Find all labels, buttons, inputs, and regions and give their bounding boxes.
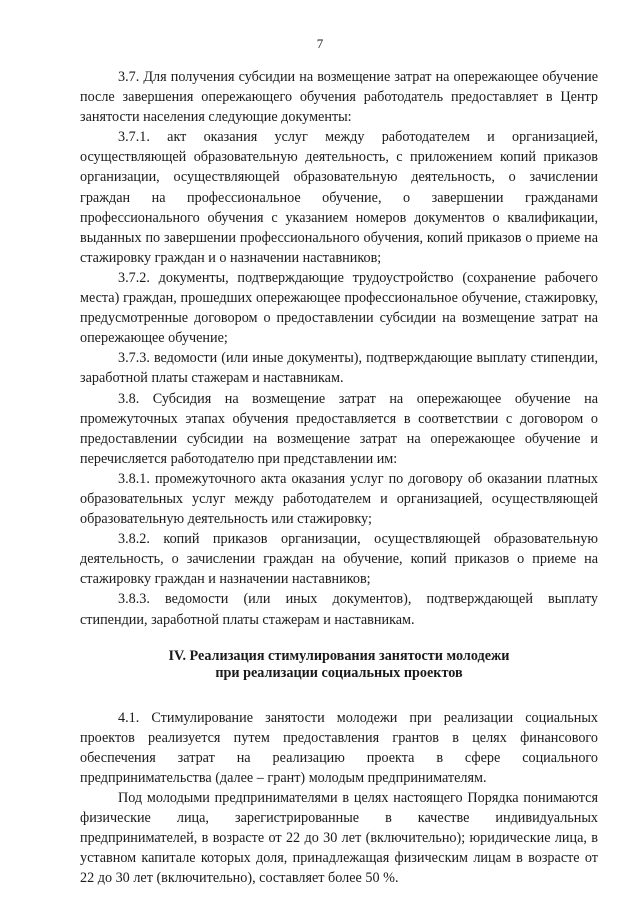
paragraph-3-7-3: 3.7.3. ведомости (или иные документы), подтверждающие выплату стипендии, заработной платы стажерам и наставникам.	[80, 350, 598, 387]
section-heading-line-1: IV. Реализация стимулирования занятости молодежи	[168, 647, 510, 664]
page-number: 7	[316, 36, 324, 51]
paragraph-young-entrepreneurs: Под молодыми предпринимателями в целях настоящего Порядка понимаются физические лица, зарегистрированные в качестве индивидуальных предпринимателей, в возрасте от 22 до 30 лет (включительно); юридические лица, в уставном капитале которых доля, принадлежащая физическим лицам в возрасте от 22 до 30 лет (включительно), составляет более 50 %.	[80, 790, 598, 887]
paragraph-3-7: 3.7. Для получения субсидии на возмещение затрат на опережающее обучение после завершения опережающего обучения работодатель предоставляет в Центр занятости населения следующие документы:	[80, 69, 598, 126]
paragraph-3-7-1: 3.7.1. акт оказания услуг между работодателем и организацией, осуществляющей образовательную деятельность, с приложением копий приказов организации, осуществляющей образовательную деятельность, о зачислении граждан на профессиональное обучение, о завершении гражданами профессионального обучения с указанием номеров документов о квалификации, выданных по завершении профессионального обучения, копий приказов о приеме на стажировку граждан и о назначении наставников;	[80, 129, 598, 266]
paragraph-4-1: 4.1. Стимулирование занятости молодежи при реализации социальных проектов реализуется путем предоставления грантов в целях финансового обеспечения затрат на реализацию проекта в сфере социального предпринимательства (далее – грант) молодым предпринимателям.	[80, 709, 598, 786]
section-heading	[80, 648, 598, 682]
paragraph-3-7-2: 3.7.2. документы, подтверждающие трудоустройство (сохранение рабочего места) граждан, прошедших опережающее профессиональное обучение, стажировку, предусмотренные договором о предоставлении субсидии на возмещение затрат на опережающее обучение;	[80, 269, 598, 347]
section-heading-line-2: при реализации социальных проектов	[215, 664, 463, 681]
paragraph-3-8-2: 3.8.2. копий приказов организации, осуществляющей образовательную деятельность, о зачислении граждан на обучение, копий приказов о приеме на стажировку граждан и назначении наставников;	[80, 531, 598, 588]
document-body	[80, 67, 598, 888]
paragraph-3-8-3: 3.8.3. ведомости (или иных документов), подтверждающей выплату стипендии, заработной платы стажерам и наставникам.	[80, 591, 598, 628]
paragraph-3-8-1: 3.8.1. промежуточного акта оказания услуг по договору об оказании платных образовательных услуг между работодателем и организацией, осуществляющей образовательную деятельность или стажировку;	[80, 470, 598, 528]
paragraph-3-8: 3.8. Субсидия на возмещение затрат на опережающее обучение на промежуточных этапах обучения предоставляется в соответствии с договором о предоставлении субсидии на возмещение затрат на опережающее обучение и перечисляется работодателю при представлении им:	[80, 390, 598, 467]
